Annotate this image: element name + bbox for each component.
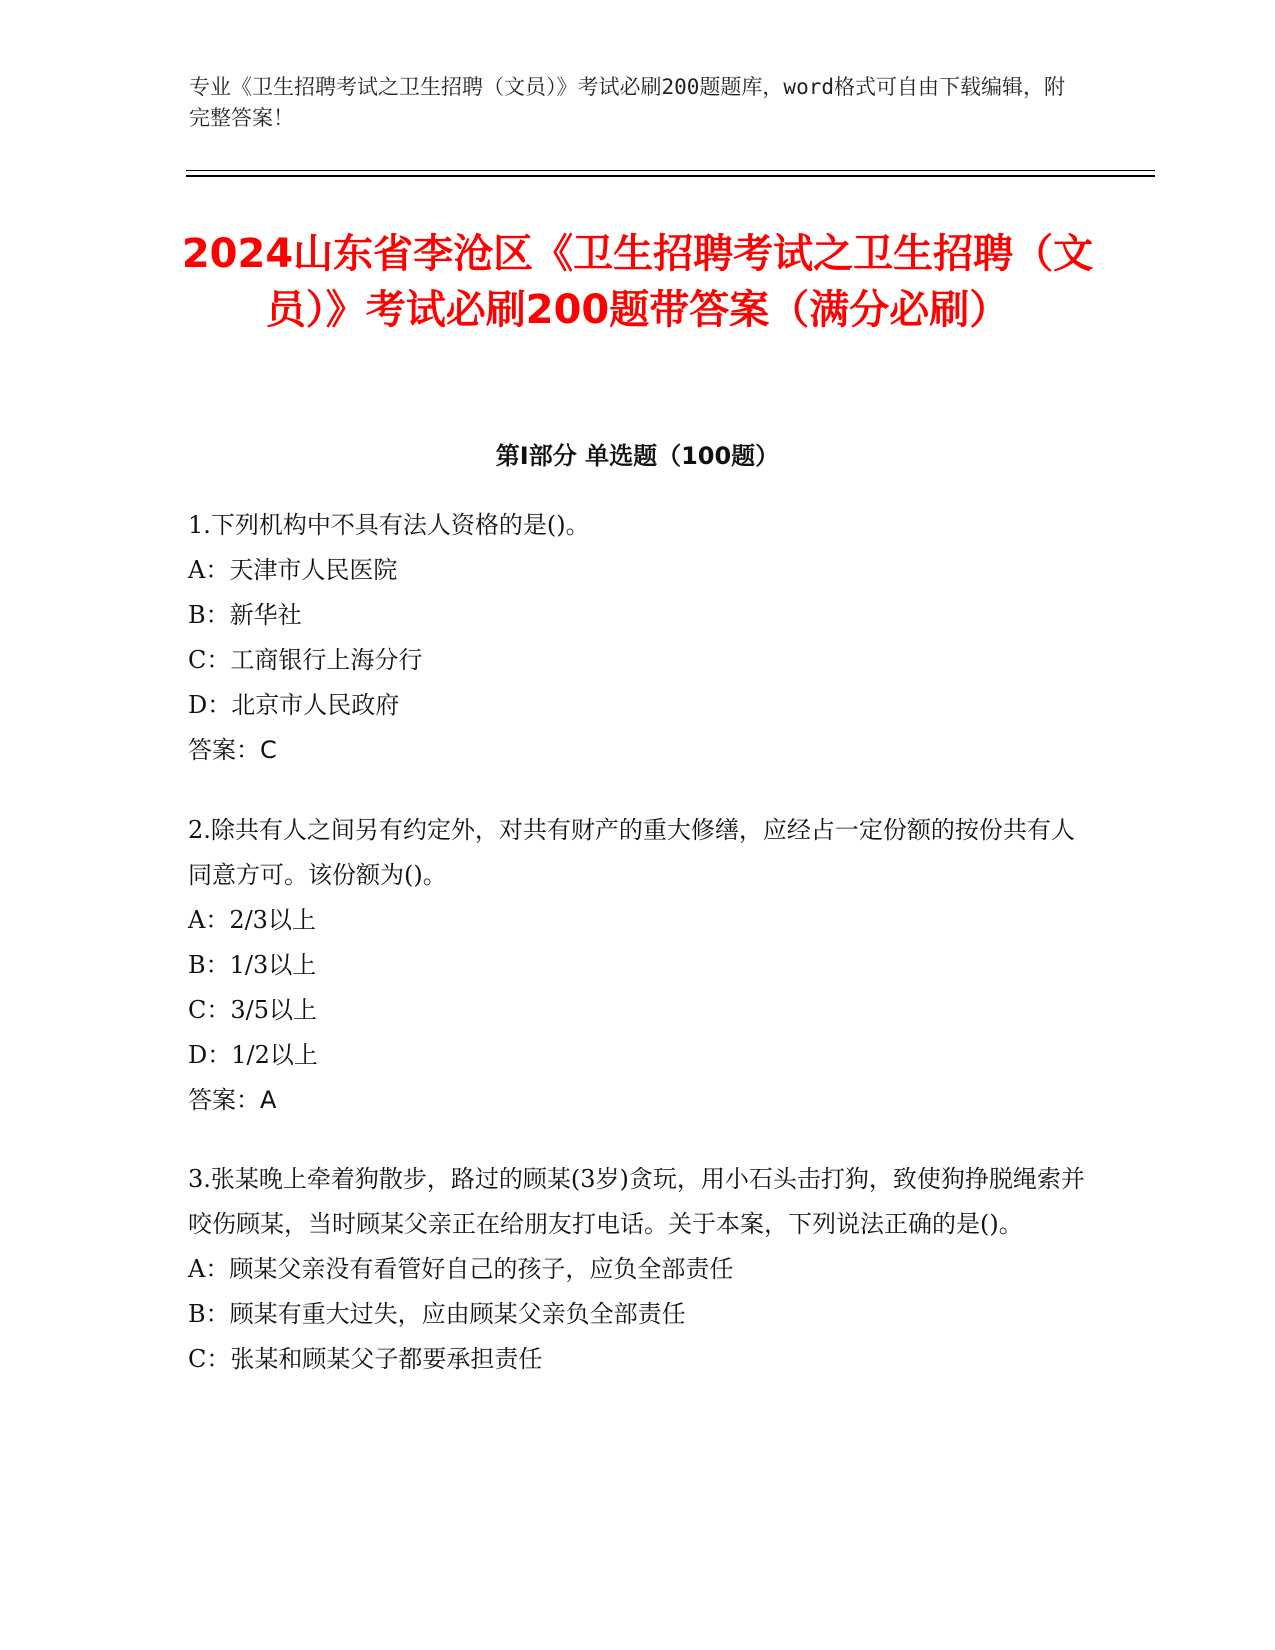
- question-stem: 2.除共有人之间另有约定外，对共有财产的重大修缮，应经占一定份额的按份共有人同意方可。该份额为()。: [188, 816, 1075, 889]
- option-a: A：顾某父亲没有看管好自己的孩子，应负全部责任: [188, 1255, 734, 1283]
- answer: 答案：A: [188, 1086, 277, 1114]
- question-2: [188, 808, 1088, 1123]
- option-b: B：新华社: [188, 601, 302, 629]
- section-heading: 第Ⅰ部分 单选题（100题）: [495, 442, 780, 470]
- option-b: B：顾某有重大过失，应由顾某父亲负全部责任: [188, 1300, 686, 1328]
- option-a: A：天津市人民医院: [188, 556, 398, 584]
- question-stem: 3.张某晚上牵着狗散步，路过的顾某(3岁)贪玩，用小石头击打狗，致使狗挣脱绳索并咬伤顾某，当时顾某父亲正在给朋友打电话。关于本案，下列说法正确的是()。: [188, 1165, 1085, 1238]
- header-note: 专业《卫生招聘考试之卫生招聘（文员）》考试必刷200题题库，word格式可自由下载编辑，附完整答案！: [189, 75, 1065, 130]
- header-rule-thin: [186, 170, 1155, 171]
- answer: 答案：C: [188, 736, 277, 764]
- document-title: 2024山东省李沧区《卫生招聘考试之卫生招聘（文员）》考试必刷200题带答案（满分必刷）: [181, 231, 1094, 333]
- option-d: D：1/2以上: [188, 1041, 318, 1069]
- question-3: [188, 1157, 1088, 1382]
- question-stem: 1.下列机构中不具有法人资格的是()。: [188, 511, 590, 539]
- option-c: C：工商银行上海分行: [188, 646, 423, 674]
- option-c: C：3/5以上: [188, 996, 317, 1024]
- header-rule-thick: [186, 175, 1155, 177]
- option-d: D：北京市人民政府: [188, 691, 400, 719]
- option-b: B：1/3以上: [188, 951, 317, 979]
- option-a: A：2/3以上: [188, 906, 316, 934]
- option-c: C：张某和顾某父子都要承担责任: [188, 1345, 543, 1373]
- question-1: [188, 503, 1088, 773]
